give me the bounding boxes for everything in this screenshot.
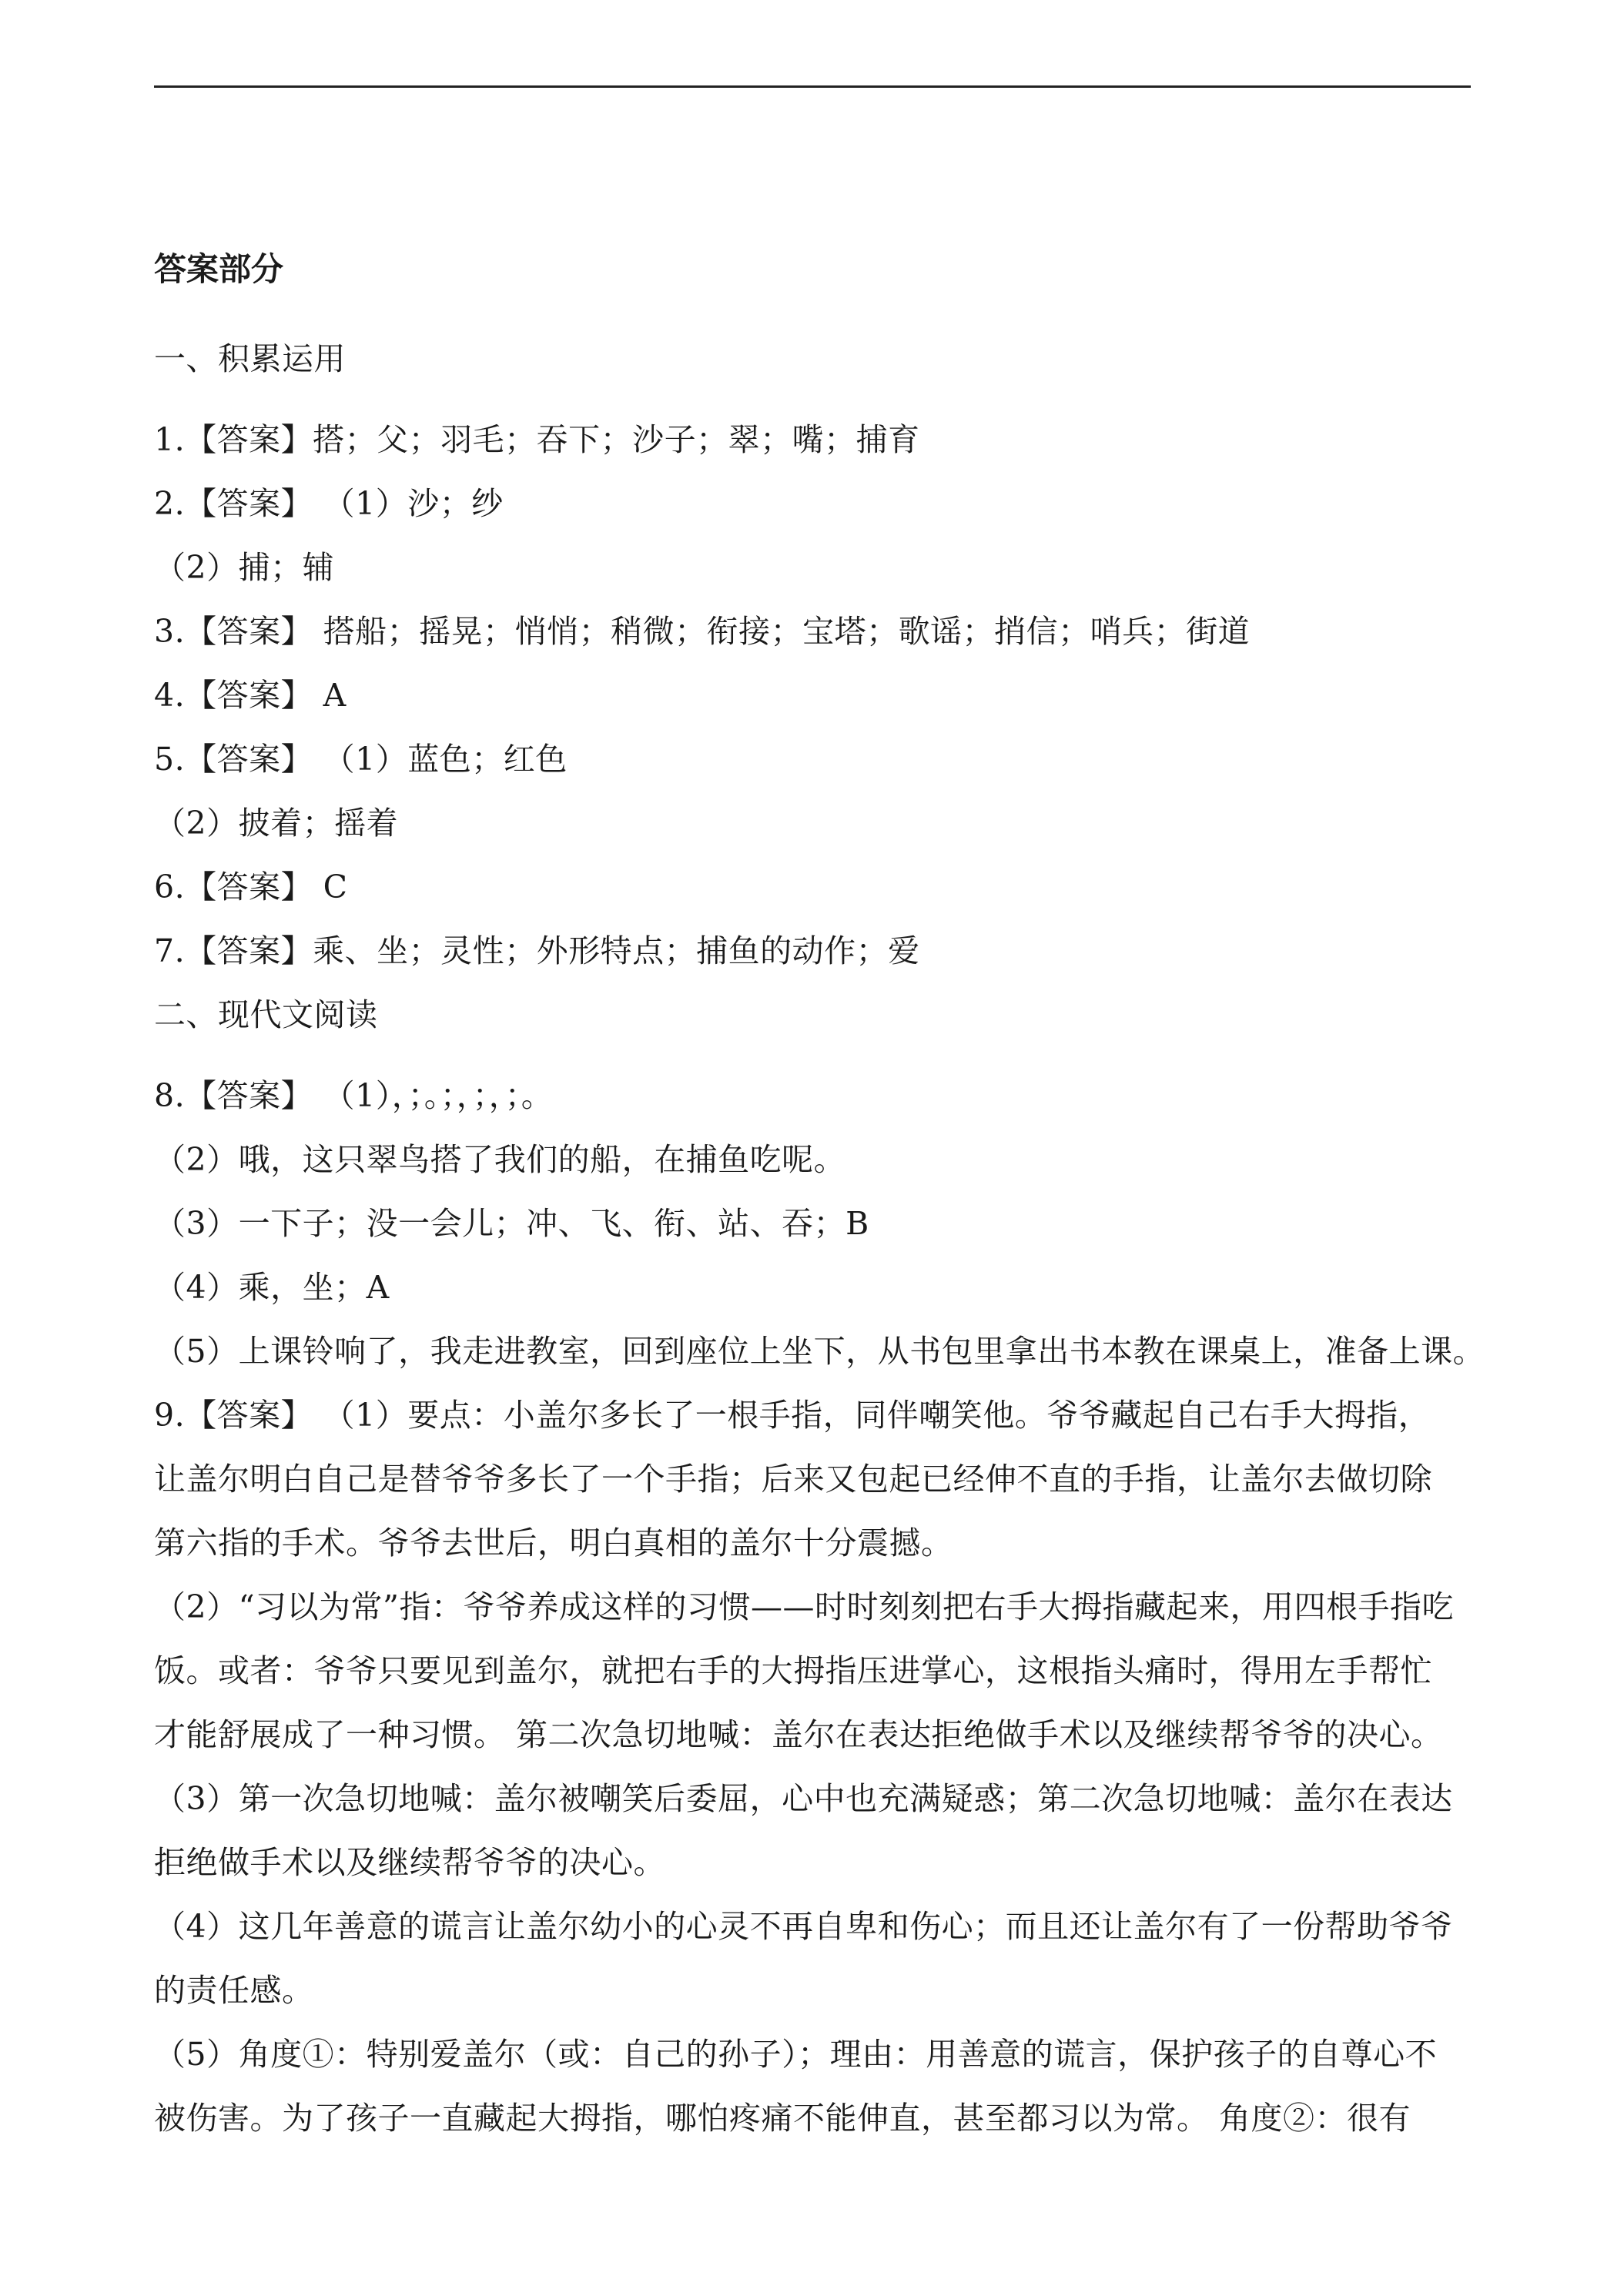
- page-title: 答案部分: [154, 250, 284, 288]
- answer-line: （3）第一次急切地喊：盖尔被嘲笑后委屈，心中也充满疑惑；第二次急切地喊：盖尔在表达: [154, 1780, 1453, 1817]
- answer-line: （2）披着；摇着: [154, 805, 399, 842]
- answer-line: 2.【答案】 （1）沙；纱: [154, 485, 504, 522]
- answer-line: 的责任感。: [154, 1972, 314, 2009]
- answer-line: 拒绝做手术以及继续帮爷爷的决心。: [154, 1844, 665, 1881]
- answer-line: 5.【答案】 （1）蓝色；红色: [154, 741, 568, 778]
- answer-line: 3.【答案】 搭船；摇晃；悄悄；稍微；衔接；宝塔；歌谣；捎信；哨兵；街道: [154, 613, 1251, 650]
- answer-line: 才能舒展成了一种习惯。 第二次急切地喊：盖尔在表达拒绝做手术以及继续帮爷爷的决心。: [154, 1716, 1443, 1753]
- section-heading: 一、积累运用: [154, 340, 346, 377]
- answer-line: 被伤害。为了孩子一直藏起大拇指，哪怕疼痛不能伸直，甚至都习以为常。 角度②：很有: [154, 2100, 1411, 2137]
- answer-line: 让盖尔明白自己是替爷爷多长了一个手指；后来又包起已经伸不直的手指，让盖尔去做切除: [154, 1461, 1432, 1498]
- answer-line: （2）捕；辅: [154, 549, 335, 586]
- answer-line: （3）一下子；没一会儿；冲、飞、衔、站、吞；B: [154, 1205, 869, 1242]
- answer-line: 第六指的手术。爷爷去世后，明白真相的盖尔十分震撼。: [154, 1525, 953, 1561]
- answer-line: （2）哦，这只翠鸟搭了我们的船，在捕鱼吃呢。: [154, 1141, 846, 1178]
- answer-line: 9.【答案】 （1）要点：小盖尔多长了一根手指，同伴嘲笑他。爷爷藏起自己右手大拇指，: [154, 1397, 1431, 1434]
- answer-line: 6.【答案】 C: [154, 869, 348, 905]
- header-rule: [154, 85, 1471, 88]
- answer-line: 8.【答案】 （1），；。；，；，；。: [154, 1077, 554, 1114]
- document-body: [154, 246, 1485, 2150]
- answer-line: （5）上课铃响了，我走进教室，回到座位上坐下，从书包里拿出书本教在课桌上，准备上课。: [154, 1333, 1485, 1370]
- answer-line: 饭。或者：爷爷只要见到盖尔，就把右手的大拇指压进掌心，这根指头痛时，得用左手帮忙: [154, 1652, 1432, 1689]
- answer-line: （4）乘，坐；A: [154, 1269, 390, 1306]
- section-heading: 二、现代文阅读: [154, 996, 378, 1033]
- answer-line: 7.【答案】乘、坐；灵性；外形特点；捕鱼的动作；爱: [154, 932, 920, 969]
- answer-line: （4）这几年善意的谎言让盖尔幼小的心灵不再自卑和伤心；而且还让盖尔有了一份帮助爷爷: [154, 1908, 1453, 1945]
- answer-line: （5）角度①：特别爱盖尔（或：自己的孙子）；理由：用善意的谎言，保护孩子的自尊心不: [154, 2036, 1438, 2073]
- answer-line: （2）“习以为常”指：爷爷养成这样的习惯——时时刻刻把右手大拇指藏起来，用四根手指吃: [154, 1588, 1455, 1625]
- answer-line: 4.【答案】 A: [154, 677, 347, 714]
- answer-line: 1.【答案】搭；父；羽毛；吞下；沙子；翠；嘴；捕育: [154, 421, 920, 458]
